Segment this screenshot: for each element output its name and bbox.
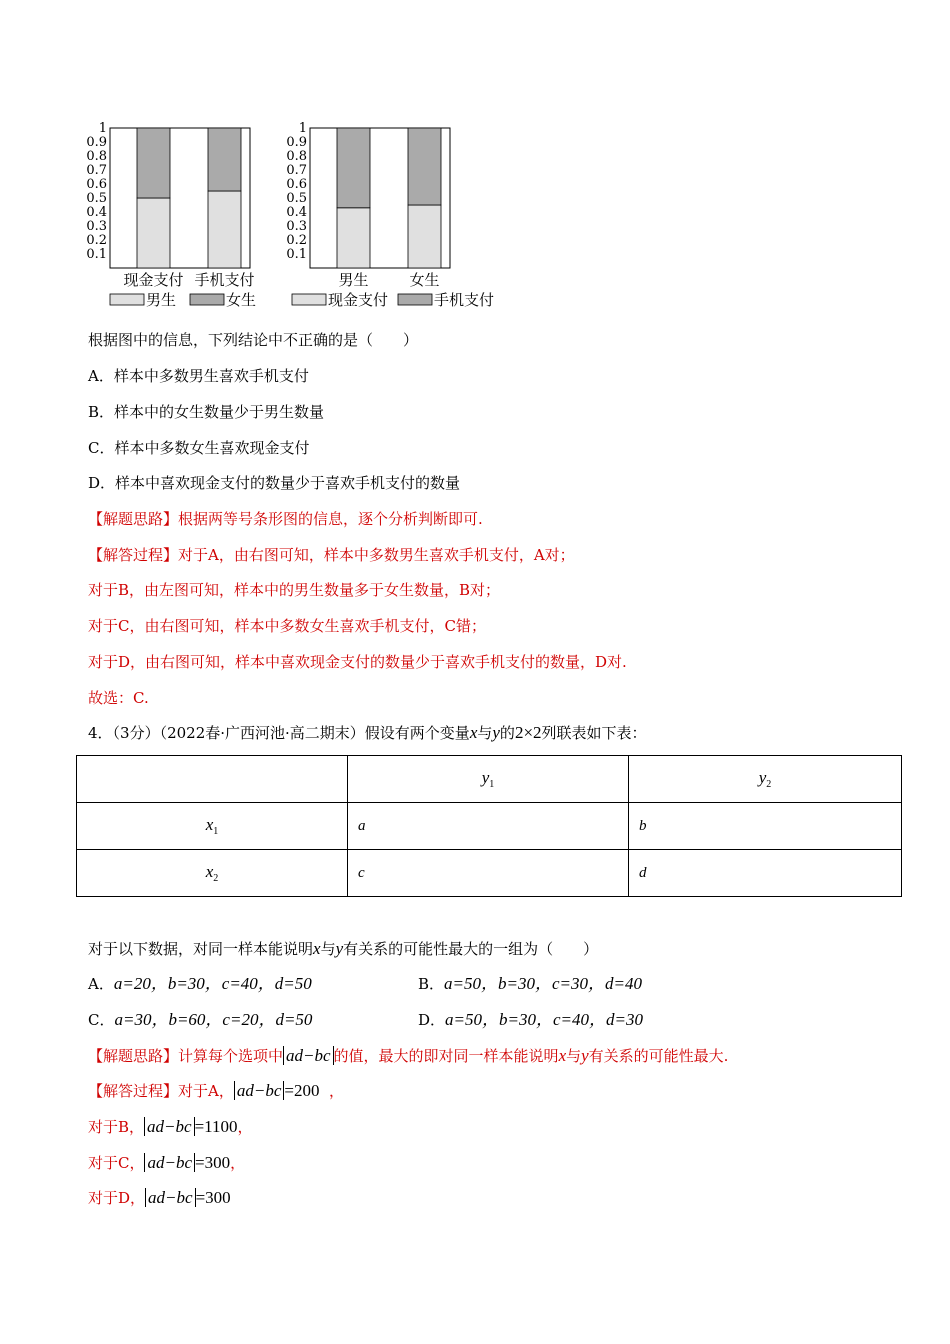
y-tick-label: 0.2 — [86, 233, 107, 248]
table-header-row — [77, 756, 902, 803]
y-tick-label: 0.5 — [86, 191, 107, 206]
table-cell-d: d — [629, 850, 902, 897]
x-tick-label: 手机支付 — [194, 271, 255, 289]
q3-solution-step-1: 【解答过程】对于A，由右图可知，样本中多数男生喜欢手机支付，A对； — [88, 546, 575, 564]
q4-option-d: D．a=50，b=30，c=40，d=30 — [418, 1010, 643, 1029]
q3-answer: 故选：C. — [88, 689, 149, 707]
bar-segment — [408, 205, 441, 268]
y-tick-label: 0.3 — [286, 219, 307, 234]
q4-solution-step-c: 对于C， ad−bc =300， — [88, 1153, 246, 1172]
legend-swatch — [398, 294, 432, 305]
abs-expression: ad−bc — [283, 1046, 334, 1065]
q3-solution-step-4: 对于D，由右图可知，样本中喜欢现金支付的数量少于喜欢手机支付的数量，D对. — [88, 653, 627, 671]
table-row — [77, 803, 902, 850]
x-tick-label: 女生 — [409, 271, 440, 289]
bar-segment — [208, 191, 241, 268]
q4-option-c: C．a=30，b=60，c=20，d=50 — [88, 1010, 313, 1029]
q3-solution-step-2: 对于B，由左图可知，样本中的男生数量多于女生数量，B对； — [88, 581, 501, 599]
y-tick-label: 0.6 — [86, 177, 107, 192]
table-cell-c: c — [348, 850, 629, 897]
legend-label: 现金支付 — [328, 291, 389, 309]
y-tick-label: 0.3 — [86, 219, 107, 234]
q3-option-d: D．样本中喜欢现金支付的数量少于喜欢手机支付的数量 — [88, 474, 461, 492]
legend-swatch — [110, 294, 144, 305]
y-tick-label: 0.4 — [86, 205, 107, 220]
contingency-table — [76, 755, 902, 897]
x-tick-label: 现金支付 — [123, 271, 184, 289]
bar-segment — [408, 128, 441, 205]
bar-segment — [208, 128, 241, 191]
y-tick-label: 0.7 — [286, 163, 307, 178]
bar-segment — [137, 198, 170, 268]
q4-solution-step-d: 对于D， ad−bc =300 — [88, 1188, 231, 1207]
q3-option-c: C．样本中多数女生喜欢现金支付 — [88, 439, 310, 457]
y-tick-label: 0.1 — [86, 247, 107, 262]
y-tick-label: 1 — [98, 121, 107, 136]
y-tick-label: 0.2 — [286, 233, 307, 248]
q4-solution-step-b: 对于B， ad−bc =1100， — [88, 1117, 253, 1136]
table-header-y1: $y_1$ — [348, 756, 629, 803]
bar-charts — [80, 112, 520, 317]
legend-label: 手机支付 — [434, 291, 495, 309]
y-tick-label: 0.4 — [286, 205, 307, 220]
q4-solution-step-a: 【解答过程】对于A， ad−bc =200 ， — [88, 1081, 345, 1100]
bar-segment — [137, 128, 170, 198]
bar-segment — [337, 128, 370, 208]
table-cell-a: a — [348, 803, 629, 850]
y-tick-label: 0.1 — [286, 247, 307, 262]
legend-label: 男生 — [146, 291, 177, 309]
q4-solution-idea: 【解题思路】计算每个选项中 ad−bc 的值，最大的即对同一样本能说明x与y有关系的可能性最大. — [88, 1046, 729, 1065]
q4-option-a: A．a=20，b=30，c=40，d=50 — [88, 974, 312, 993]
y-tick-label: 0.9 — [286, 135, 307, 150]
q4-option-b: B．a=50，b=30，c=30，d=40 — [418, 974, 642, 993]
table-header-y2: $y_2$ — [629, 756, 902, 803]
table-row-label-x2: $x_2$ — [77, 850, 348, 897]
table-row-label-x1: $x_1$ — [77, 803, 348, 850]
y-tick-label: 0.5 — [286, 191, 307, 206]
q3-option-b: B．样本中的女生数量少于男生数量 — [88, 403, 325, 421]
q4-stem: 4．（3分）（2022春·广西河池·高二期末）假设有两个变量x与y的2×2列联表如下表： — [88, 723, 647, 742]
bar-segment — [337, 208, 370, 268]
y-tick-label: 0.7 — [86, 163, 107, 178]
q3-option-a: A．样本中多数男生喜欢手机支付 — [88, 367, 309, 385]
legend-label: 女生 — [226, 291, 257, 309]
x-tick-label: 男生 — [338, 271, 369, 289]
q3-solution-step-3: 对于C，由右图可知，样本中多数女生喜欢手机支付，C错； — [88, 617, 486, 635]
y-tick-label: 0.8 — [86, 149, 107, 164]
table-row — [77, 850, 902, 897]
y-tick-label: 0.6 — [286, 177, 307, 192]
stacked-bar-charts-svg — [80, 112, 520, 317]
table-cell-b: b — [629, 803, 902, 850]
legend-swatch — [190, 294, 224, 305]
table-corner-cell — [77, 756, 348, 803]
q4-question: 对于以下数据，对同一样本能说明x与y有关系的可能性最大的一组为（ ） — [88, 939, 599, 958]
legend-swatch — [292, 294, 326, 305]
y-tick-label: 0.8 — [286, 149, 307, 164]
y-tick-label: 1 — [298, 121, 307, 136]
q3-stem: 根据图中的信息，下列结论中不正确的是（ ） — [88, 331, 419, 349]
y-tick-label: 0.9 — [86, 135, 107, 150]
q3-solution-idea: 【解题思路】根据两等号条形图的信息，逐个分析判断即可. — [88, 510, 483, 528]
